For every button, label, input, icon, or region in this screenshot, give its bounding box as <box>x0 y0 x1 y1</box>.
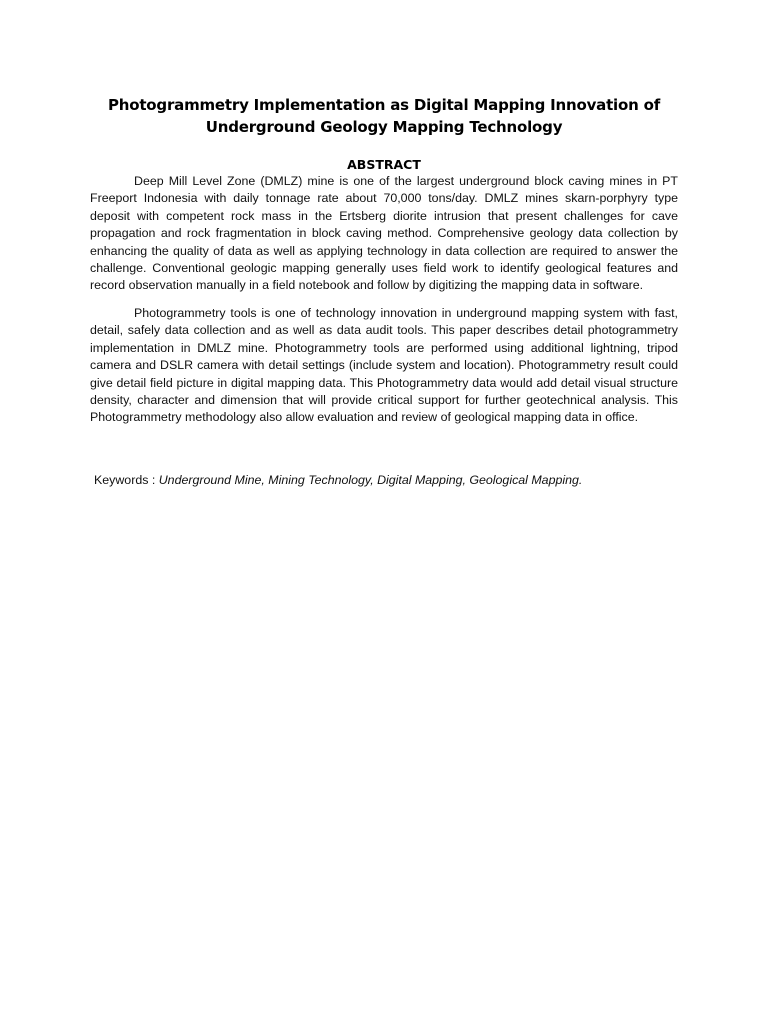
keywords-value: Underground Mine, Mining Technology, Digital Mapping, Geological Mapping. <box>158 473 583 487</box>
keywords-line <box>94 472 582 489</box>
paper-title <box>90 94 678 138</box>
paper-title-line-2: Underground Geology Mapping Technology <box>205 118 563 136</box>
abstract-paragraph-2: Photogrammetry tools is one of technology innovation in underground mapping system with fast, detail, safely data collection and as well as data audit tools. This paper describes detail photogrammetry implementation in DMLZ mine. Photogrammetry tools are performed using additional lightning, tripod camera and DSLR camera with detail settings (include system and location). Photogrammetry result could give detail field picture in digital mapping data. This Photogrammetry data would add detail visual structure density, character and dimension that will provide critical support for further geotechnical analysis. This Photogrammetry methodology also allow evaluation and review of geological mapping data in office. <box>90 306 678 425</box>
paper-title-line-1: Photogrammetry Implementation as Digital Mapping Innovation of <box>107 96 661 114</box>
abstract-heading: ABSTRACT <box>347 157 421 172</box>
keywords-label: Keywords : <box>94 473 159 487</box>
abstract-paragraph-1: Deep Mill Level Zone (DMLZ) mine is one of the largest underground block caving mines in PT Freeport Indonesia with daily tonnage rate about 70,000 tons/day. DMLZ mines skarn-porphyry type deposit with competent rock mass in the Ertsberg diorite intrusion that present challenges for cave propagation and rock fragmentation in block caving method. Comprehensive geology data collection by enhancing the quality of data as well as applying technology in data collection are required to answer the challenge. Conventional geologic mapping generally uses field work to identify geological features and record observation manually in a field notebook and follow by digitizing the mapping data in software. <box>90 174 678 293</box>
